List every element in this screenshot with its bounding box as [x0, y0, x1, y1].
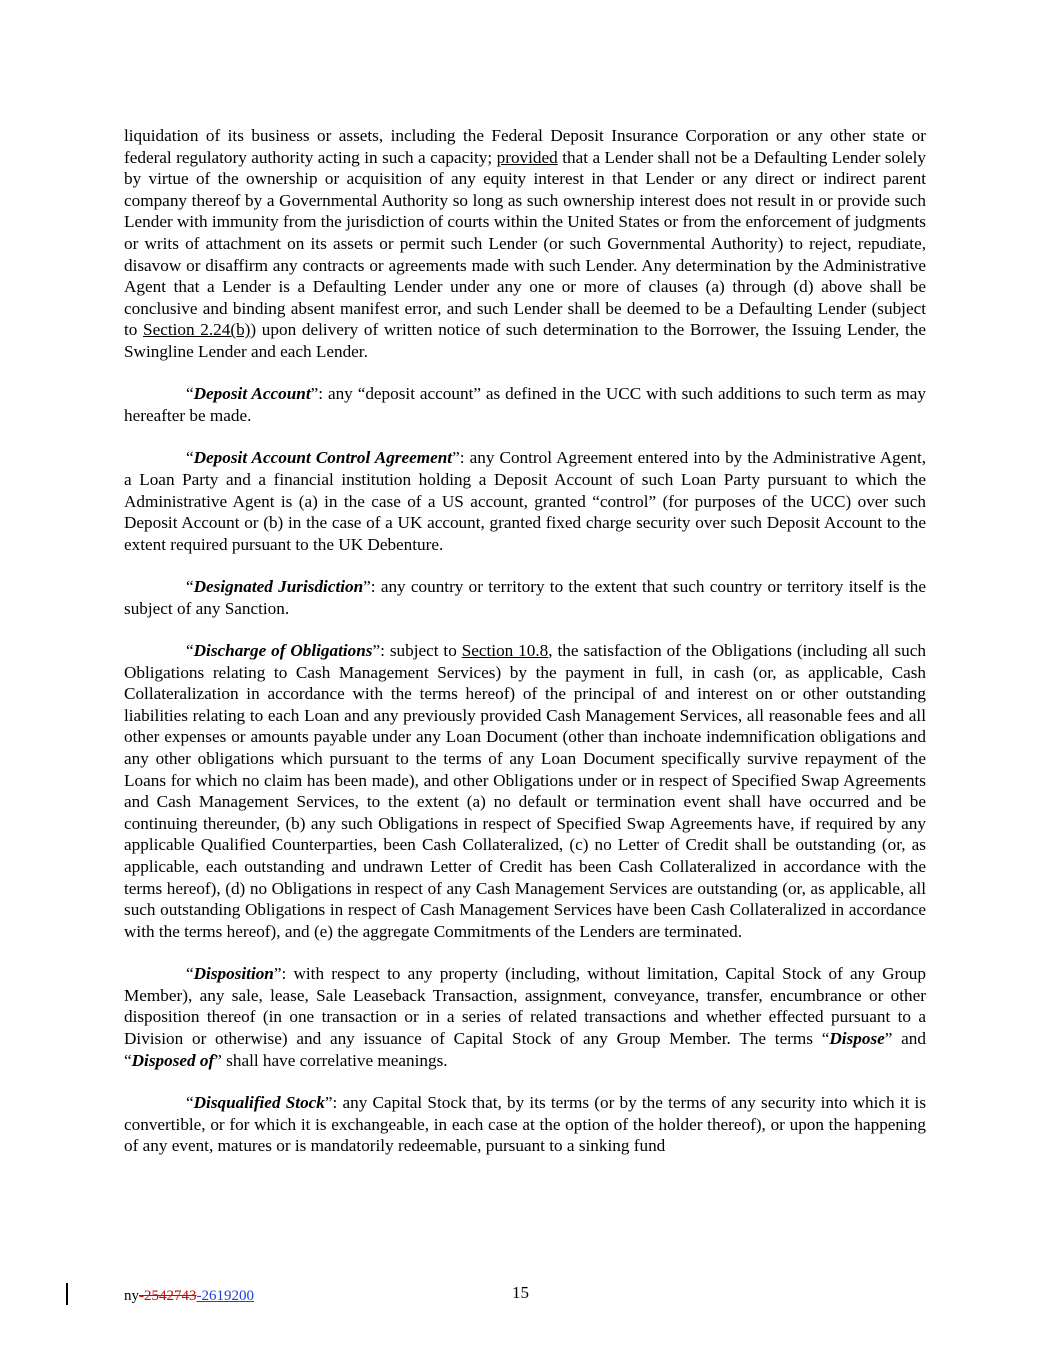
definition-text: , the satisfaction of the Obligations (including all such Obligations relating to Cash Management Services) by the payment in full, in cash (or, as applicable, Cash Collateralization in accordance with the terms hereof) of the principal of and interest on or other outstanding liabilities relating to each Loan and any previously provided Cash Management Services, all reasonable fees and all other expenses or amounts payable under any Loan Document (other than inchoate indemnification obligations and any other obligations which pursuant to the terms of any Loan Document specifically survive repayment of the Loans for which no claim has been made), and other Obligations under or in respect of Specified Swap Agreements and Cash Management Services, to the extent (a) no default or termination event shall have occurred and be continuing thereunder, (b) any such Obligations in respect of Specified Swap Agreements have, if required by any applicable Qualified Counterparties, been Cash Collateralized, (c) no Letter of Credit shall be outstanding (or, as applicable, each outstanding and undrawn Letter of Credit has been Cash Collateralized in accordance with the terms hereof), (d) no Obligations in respect of any Cash Management Services are outstanding (or, as applicable, all such outstanding Obligations in respect of Cash Management Services have been Cash Collateralized in accordance with the terms hereof), and (e) the aggregate Commitments of the Lenders are terminated.	[124, 641, 926, 941]
open-quote: “	[186, 577, 194, 597]
document-id	[124, 1287, 254, 1305]
revision-change-bar	[66, 1283, 68, 1305]
doc-id-prefix: ny	[124, 1288, 139, 1304]
definition-deposit-account	[124, 383, 926, 426]
deleted-doc-number: -2542743	[139, 1288, 197, 1304]
defined-term: Deposit Account Control Agreement	[193, 448, 453, 468]
close-quote: ”:	[324, 1092, 343, 1112]
definition-text: ” and “	[124, 1028, 926, 1070]
document-page	[124, 125, 926, 1178]
definition-deposit-account-control-agreement	[124, 447, 926, 555]
open-quote: “	[186, 1092, 194, 1112]
open-quote: “	[186, 448, 194, 468]
definition-discharge-of-obligations	[124, 640, 926, 942]
paragraph-text: ) upon delivery of written notice of such determination to the Borrower, the Issuing Lender, the Swingline Lender and each Lender.	[124, 320, 926, 361]
page-number: 15	[512, 1283, 529, 1302]
paragraph-text: liquidation of its business or assets, including the Federal Deposit Insurance Corporation or any other state or federal regulatory authority acting in such a capacity;	[124, 126, 926, 167]
open-quote: “	[186, 641, 194, 661]
provided-underlined-word: provided	[496, 147, 558, 167]
definition-disqualified-stock	[124, 1092, 926, 1157]
defaulting-lender-continuation-paragraph	[124, 125, 926, 363]
close-quote: ”:	[273, 964, 294, 984]
defined-term: Disposition	[193, 964, 274, 984]
definition-disposition	[124, 963, 926, 1071]
definition-text: ” shall have correlative meanings.	[214, 1050, 448, 1070]
defined-term: Discharge of Obligations	[193, 641, 373, 661]
section-reference-link[interactable]: Section 2.24(b)	[143, 320, 251, 340]
page-footer	[0, 1280, 1055, 1320]
defined-term: Disqualified Stock	[193, 1092, 325, 1112]
definition-text: any “deposit account” as defined in the UCC with such additions to such term as may hereafter be made.	[124, 384, 926, 425]
open-quote: “	[186, 964, 194, 984]
defined-term-disposed-of: Disposed of	[131, 1050, 215, 1070]
definition-text: with respect to any property (including, without limitation, Capital Stock of any Group Member), any sale, lease, Sale Leaseback Transaction, assignment, conveyance, transfer, encumbrance or other disposition thereof (in one transaction or in a series of related transactions and whether effected pursuant to a Division or otherwise) and any issuance of Capital Stock of any Group Member. The terms “	[124, 964, 926, 1048]
close-quote: ”:	[452, 448, 470, 468]
section-reference-link[interactable]: Section 10.8	[461, 641, 549, 661]
inserted-doc-number: -2619200	[196, 1288, 254, 1304]
open-quote: “	[186, 384, 194, 404]
defined-term-dispose: Dispose	[829, 1028, 885, 1048]
definition-text: any country or territory to the extent that such country or territory itself is the subject of any Sanction.	[124, 577, 926, 618]
definition-text: any Capital Stock that, by its terms (or by the terms of any security into which it is convertible, or for which it is exchangeable, in each case at the option of the holder thereof), or upon the happening of any event, matures or is mandatorily redeemable, pursuant to a sinking fund	[124, 1092, 927, 1156]
defined-term: Designated Jurisdiction	[193, 577, 364, 597]
definition-text: subject to	[389, 641, 462, 661]
definition-designated-jurisdiction	[124, 576, 926, 619]
close-quote: ”:	[363, 577, 381, 597]
paragraph-text: that a Lender shall not be a Defaulting Lender solely by virtue of the ownership or acquisition of any equity interest in that Lender or any direct or indirect parent company thereof by a Governmental Authority so long as such ownership interest does not result in or provide such Lender with immunity from the jurisdiction of courts within the United States or from the enforcement of judgments or writs of attachment on its assets or permit such Lender (or such Governmental Authority) to reject, repudiate, disavow or disaffirm any contracts or agreements made with such Lender. Any determination by the Administrative Agent that a Lender is a Defaulting Lender under any one or more of clauses (a) through (d) above shall be conclusive and binding absent manifest error, and such Lender shall be deemed to be a Defaulting Lender (subject to	[124, 147, 926, 340]
defined-term: Deposit Account	[193, 384, 311, 404]
definition-text: any Control Agreement entered into by the Administrative Agent, a Loan Party and a financial institution holding a Deposit Account of such Loan Party pursuant to which the Administrative Agent is (a) in the case of a US account, granted “control” (for purposes of the UCC) over such Deposit Account or (b) in the case of a UK account, granted fixed charge security over such Deposit Account to the extent required pursuant to the UK Debenture.	[124, 448, 927, 554]
close-quote: ”:	[372, 641, 390, 661]
close-quote: ”:	[310, 384, 328, 404]
